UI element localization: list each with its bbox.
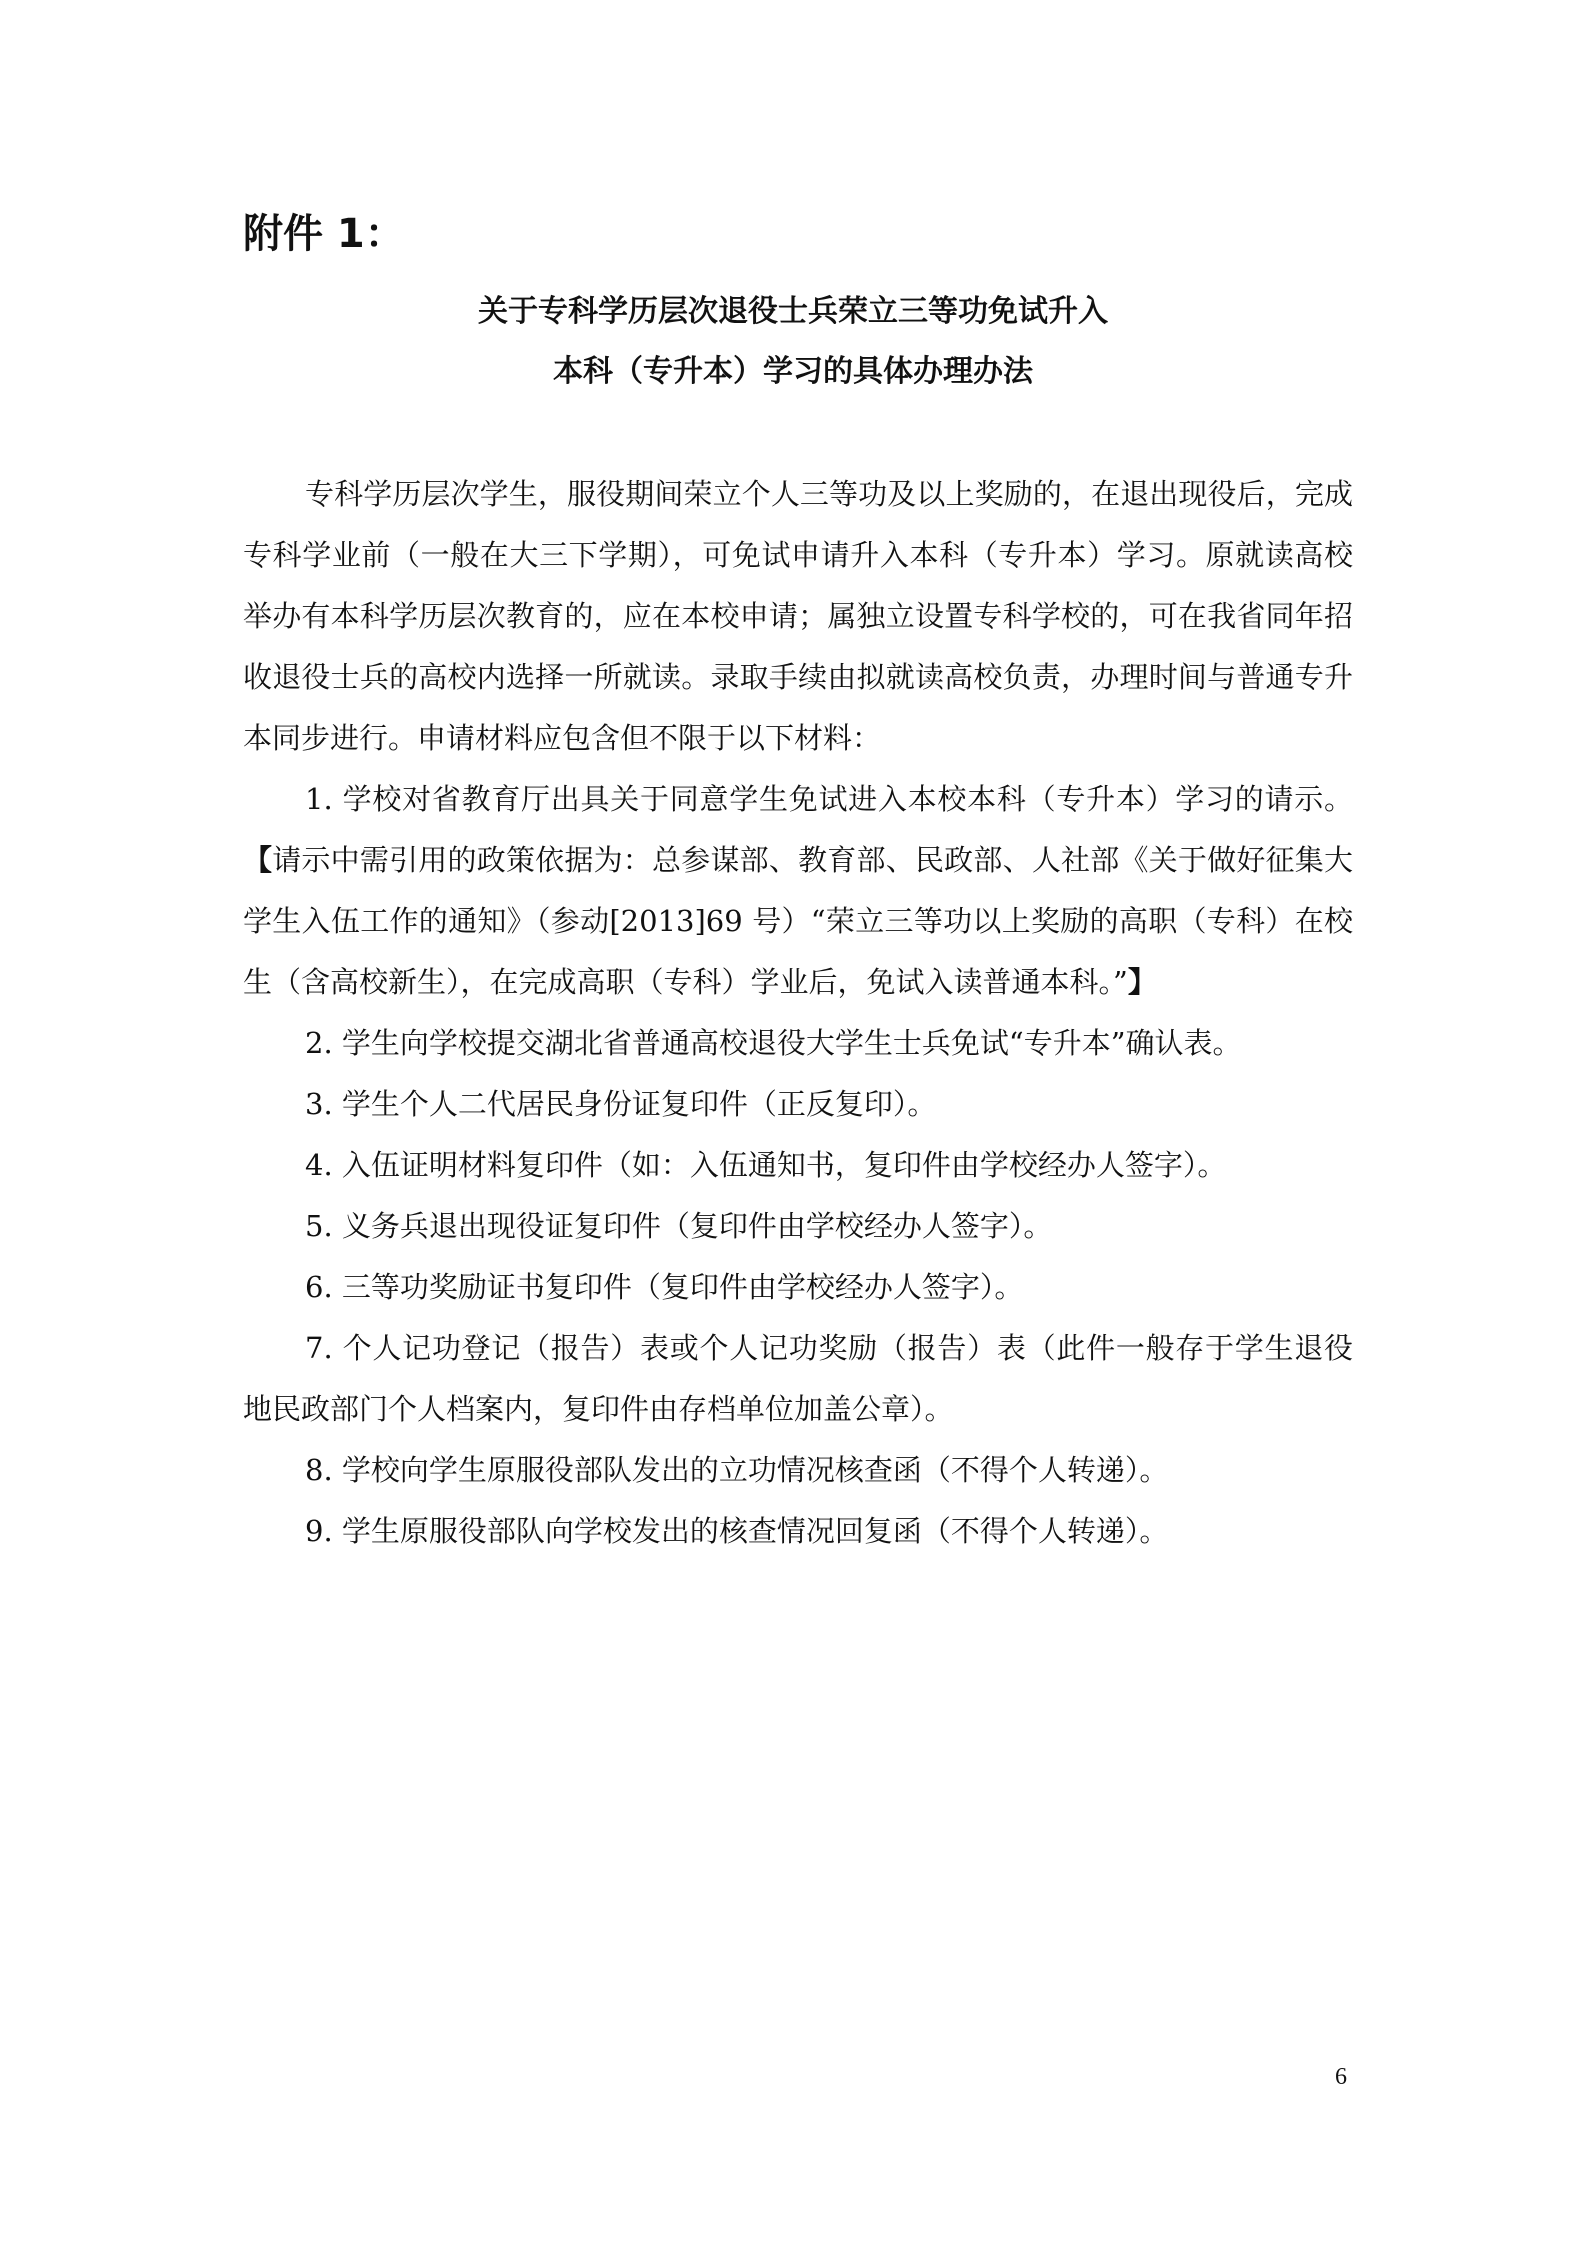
note-bracket-close: 】 (1127, 965, 1157, 999)
list-item-5: 5. 义务兵退出现役证复印件（复印件由学校经办人签字）。 (305, 1209, 1053, 1243)
list-item-2: 2. 学生向学校提交湖北省普通高校退役大学生士兵免试“专升本”确认表。 (305, 1026, 1242, 1060)
attachment-label: 附件 1： (243, 211, 405, 257)
list-item-8: 8. 学校向学生原服役部队发出的立功情况核查函（不得个人转递）。 (305, 1453, 1169, 1487)
document-title-line-2: 本科（专升本）学习的具体办理办法 (553, 354, 1033, 389)
list-item-3: 3. 学生个人二代居民身份证复印件（正反复印）。 (305, 1087, 937, 1121)
list-item-6: 6. 三等功奖励证书复印件（复印件由学校经办人签字）。 (305, 1270, 1024, 1304)
list-item-4: 4. 入伍证明材料复印件（如：入伍通知书，复印件由学校经办人签字）。 (305, 1148, 1227, 1182)
policy-note: 请示中需引用的政策依据为：总参谋部、教育部、民政部、人社部《关于做好征集大学生入伍工作的通知》（参动[2013]69 号）“荣立三等功以上奖励的高职（专科）在校生（含高校新生），在完成高职（专科）学业后，免试入读普通本科。” (243, 843, 1353, 999)
list-item-9: 9. 学生原服役部队向学校发出的核查情况回复函（不得个人转递）。 (305, 1514, 1169, 1548)
note-bracket-open: 【 (243, 843, 273, 877)
page-number: 6 (1335, 2064, 1347, 2090)
list-item-1-text: 1. 学校对省教育厅出具关于同意学生免试进入本校本科（专升本）学习的请示。 (305, 782, 1353, 816)
document-title-line-1: 关于专科学历层次退役士兵荣立三等功免试升入 (478, 294, 1108, 329)
list-item-7: 7. 个人记功登记（报告）表或个人记功奖励（报告）表（此件一般存于学生退役地民政部门个人档案内，复印件由存档单位加盖公章）。 (243, 1331, 1353, 1426)
intro-paragraph: 专科学历层次学生，服役期间荣立个人三等功及以上奖励的，在退出现役后，完成专科学业前（一般在大三下学期），可免试申请升入本科（专升本）学习。原就读高校举办有本科学历层次教育的，应在本校申请；属独立设置专科学校的，可在我省同年招收退役士兵的高校内选择一所就读。录取手续由拟就读高校负责，办理时间与普通专升本同步进行。申请材料应包含但不限于以下材料： (243, 477, 1353, 755)
document-body (243, 464, 1353, 1562)
list-item-1 (243, 769, 1353, 1013)
